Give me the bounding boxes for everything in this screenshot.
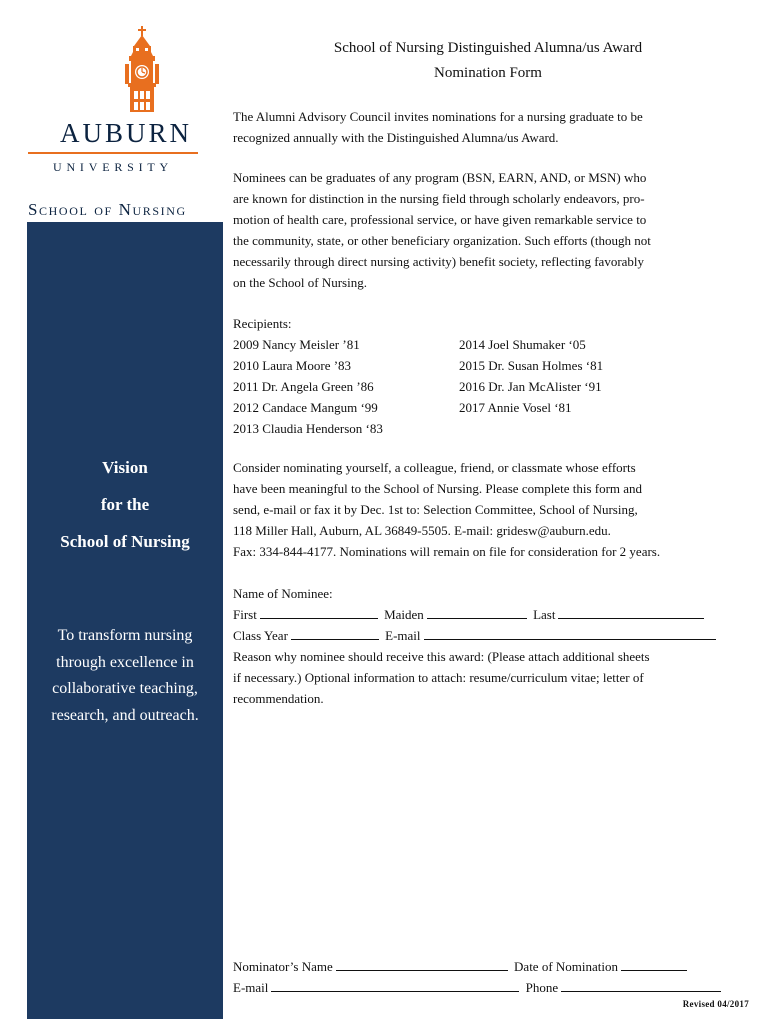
paragraph-line: on the School of Nursing. (233, 275, 367, 290)
vision-line: Vision (102, 458, 148, 477)
name-of-nominee-label: Name of Nominee: (233, 586, 333, 601)
reason-line: if necessary.) Optional information to attach: resume/curriculum vitae; letter of (233, 670, 644, 685)
class-year-label: Class Year (233, 628, 288, 643)
nominator-email-field[interactable] (271, 979, 519, 992)
nominee-email-field[interactable] (424, 627, 716, 640)
title-line: School of Nursing Distinguished Alumna/us Award (333, 40, 643, 56)
title-line: Nomination Form (434, 65, 542, 81)
reason-line: recommendation. (233, 691, 324, 706)
recipient-item: 2016 Dr. Jan McAlister ‘91 (459, 379, 602, 394)
main-content (233, 36, 749, 706)
recipients-column-1 (233, 334, 383, 439)
vision-statement (27, 623, 223, 729)
eligibility-paragraph (233, 167, 749, 293)
recipient-item: 2015 Dr. Susan Holmes ‘81 (459, 358, 604, 373)
vision-statement-line: To transform nursing (57, 627, 193, 644)
paragraph-line: motion of health care, professional service, or have given remarkable service to (233, 212, 647, 227)
paragraph-line: are known for distinction in the nursing field through scholarly endeavors, pro- (233, 191, 645, 206)
nominator-contact-row (233, 977, 749, 998)
nominator-row (233, 956, 749, 977)
paragraph-line: send, e-mail or fax it by Dec. 1st to: Selection Committee, School of Nursing, (233, 502, 638, 517)
phone-label: Phone (525, 980, 559, 995)
nominator-email-label: E-mail (233, 980, 269, 995)
logo-auburn-wordmark: AUBURN (59, 118, 192, 148)
paragraph-line: recognized annually with the Distinguished Alumna/us Award. (233, 130, 559, 145)
logo-university-wordmark: UNIVERSITY (53, 160, 173, 174)
date-of-nomination-label: Date of Nomination (514, 959, 619, 974)
paragraph-line: 118 Miller Hall, Auburn, AL 36849-5505. E-mail: gridesw@auburn.edu. (233, 523, 611, 538)
recipient-item: 2014 Joel Shumaker ‘05 (459, 337, 586, 352)
nominee-form (233, 583, 749, 709)
submission-paragraph (233, 457, 749, 562)
last-name-field[interactable] (558, 606, 704, 619)
paragraph-line: necessarily through direct nursing activity) benefit society, reflecting favorably (233, 254, 645, 269)
clock-tower-icon (120, 26, 166, 112)
vision-line: for the (100, 495, 150, 514)
nominator-section (233, 956, 749, 998)
form-title (227, 36, 749, 86)
logo-school-of-nursing: School of Nursing (28, 200, 187, 219)
vision-line: School of Nursing (60, 532, 190, 551)
vision-heading (27, 449, 223, 560)
paragraph-line: have been meaningful to the School of Nursing. Please complete this form and (233, 481, 643, 496)
first-name-field[interactable] (260, 606, 378, 619)
vision-statement-line: research, and outreach. (51, 706, 199, 724)
class-year-field[interactable] (291, 627, 379, 640)
recipients-label: Recipients: (233, 316, 292, 331)
nominee-name-row (233, 604, 749, 625)
revision-date: Revised 04/2017 (682, 999, 749, 1009)
nominee-contact-row (233, 625, 749, 646)
paragraph-line: Nominees can be graduates of any program (BSN, EARN, AND, or MSN) who (233, 170, 647, 185)
first-name-label: First (233, 607, 257, 622)
paragraph-line: The Alumni Advisory Council invites nominations for a nursing graduate to be (233, 109, 643, 124)
vision-sidebar (27, 222, 223, 1019)
nominee-email-label: E-mail (385, 628, 421, 643)
recipient-item: 2017 Annie Vosel ‘81 (459, 400, 572, 415)
phone-field[interactable] (561, 979, 721, 992)
nominator-name-field[interactable] (336, 958, 508, 971)
maiden-name-field[interactable] (427, 606, 527, 619)
nominator-name-label: Nominator’s Name (233, 959, 333, 974)
logo-divider (28, 152, 198, 154)
paragraph-line: Consider nominating yourself, a colleague, friend, or classmate whose efforts (233, 460, 636, 475)
vision-statement-line: through excellence in (56, 653, 194, 671)
recipients-column-2 (459, 334, 603, 418)
date-of-nomination-field[interactable] (621, 958, 687, 971)
maiden-name-label: Maiden (384, 607, 424, 622)
vision-statement-line: collaborative teaching, (52, 680, 198, 697)
recipient-item: 2013 Claudia Henderson ‘83 (233, 421, 383, 436)
last-name-label: Last (533, 607, 556, 622)
reason-line: Reason why nominee should receive this award: (Please attach additional sheets (233, 649, 650, 664)
recipient-item: 2012 Candace Mangum ‘99 (233, 400, 378, 415)
recipient-item: 2011 Dr. Angela Green ’86 (233, 379, 374, 394)
intro-paragraph (233, 106, 749, 148)
paragraph-line: the community, state, or other beneficiary organization. Such efforts (though not (233, 233, 651, 248)
recipient-item: 2010 Laura Moore ’83 (233, 358, 352, 373)
paragraph-line: Fax: 334-844-4177. Nominations will remain on file for consideration for 2 years. (233, 544, 661, 559)
recipient-item: 2009 Nancy Meisler ’81 (233, 337, 360, 352)
